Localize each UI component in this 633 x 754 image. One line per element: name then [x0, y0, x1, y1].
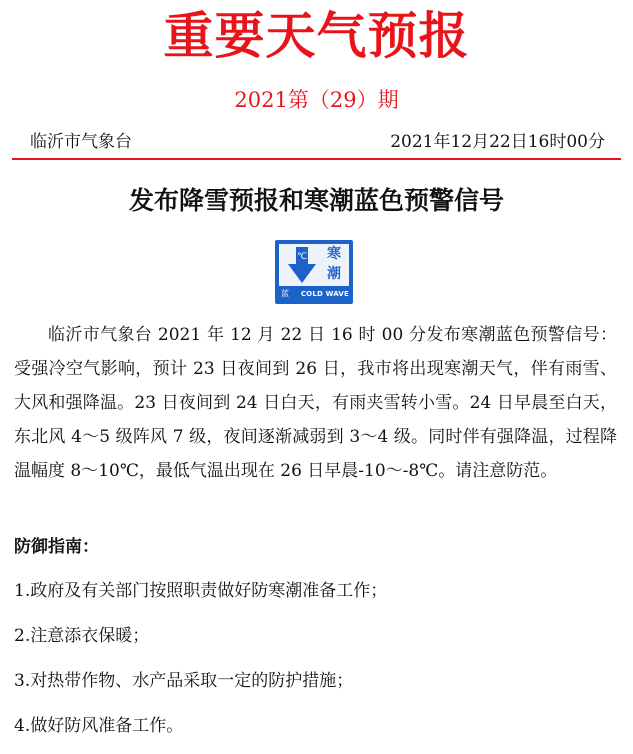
down-arrow-thermometer-icon — [287, 246, 317, 284]
headline: 发布降雪预报和寒潮蓝色预警信号 — [128, 186, 504, 215]
signal-level-label: 蓝 — [281, 289, 289, 298]
warning-body: 临沂市气象台 2021 年 12 月 22 日 16 时 00 分发布寒潮蓝色预警信号：受强冷空气影响，预计 23 日夜间到 26 日，我市将出现寒潮天气，伴有雨雪、大风和强降温。23 日夜间到 24 日白天，有雨夹雪转小雪。24 日早晨至白天，东北风 4～5 级阵风 7 级，夜间逐渐减弱到 3～4 级。同时伴有强降温，过程降温幅度 8～10℃，最低气温出现在 26 日早晨-10～-8℃。请注意防范。 — [14, 325, 617, 481]
issue-datetime: 2021年12月22日16时00分 — [390, 132, 605, 152]
signal-face — [279, 244, 349, 286]
guidance-item: 4.做好防风准备工作。 — [14, 716, 184, 736]
guidance-item: 1.政府及有关部门按照职责做好防寒潮准备工作； — [14, 581, 388, 601]
issue-number: 2021第（29）期 — [234, 88, 399, 112]
guidance-item: 2.注意添衣保暖； — [14, 626, 150, 646]
signal-char-1: 寒 — [327, 246, 341, 262]
celsius-symbol: ℃ — [296, 252, 308, 262]
guidance-list — [14, 574, 387, 754]
header-divider — [12, 158, 621, 160]
signal-char-2: 潮 — [327, 266, 341, 282]
issuer: 临沂市气象台 — [30, 132, 132, 152]
meta-row — [30, 130, 605, 158]
signal-english-label: COLD WAVE — [300, 290, 349, 298]
masthead-title: 重要天气预报 — [163, 7, 470, 65]
guidance-title: 防御指南： — [14, 537, 99, 557]
signal-characters — [321, 244, 347, 284]
guidance-item: 3.对热带作物、水产品采取一定的防护措施； — [14, 671, 354, 691]
cold-wave-blue-signal-icon — [275, 240, 353, 304]
